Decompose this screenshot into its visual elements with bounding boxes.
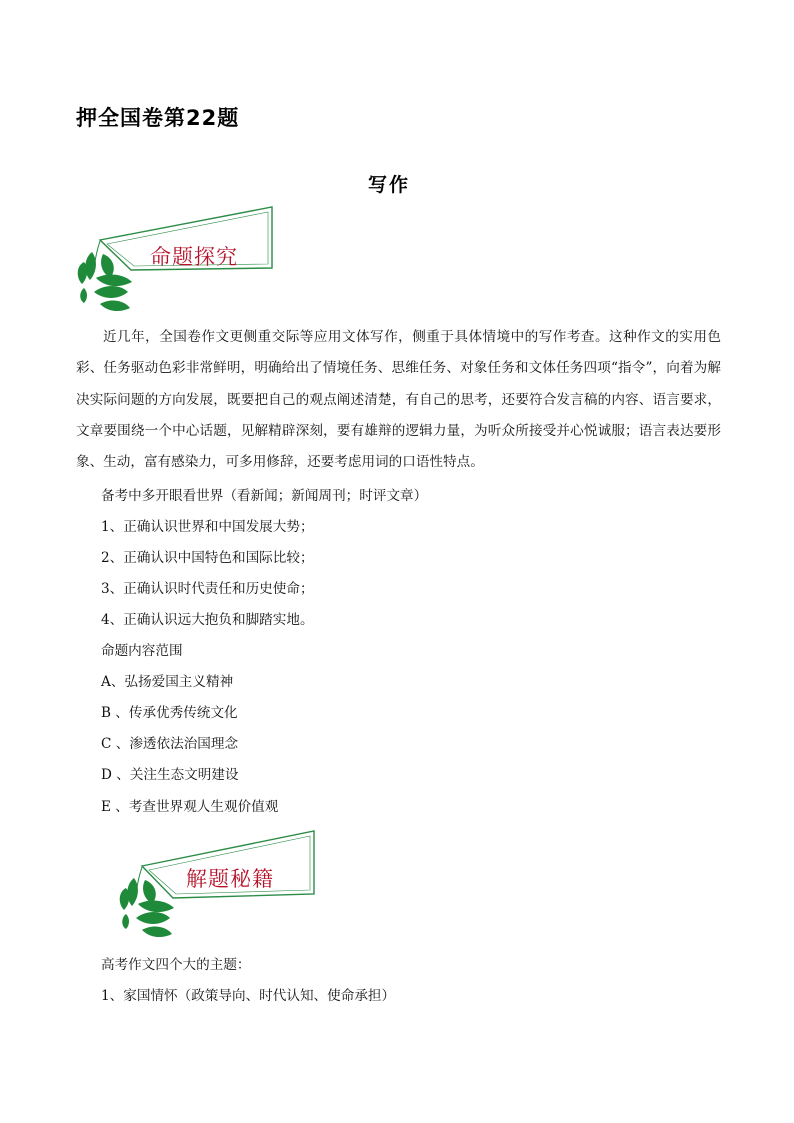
list-item: D 、关注生态文明建设 <box>101 767 239 783</box>
themes-heading: 高考作文四个大的主题： <box>101 957 251 973</box>
section-heading: 写作 <box>368 174 411 196</box>
list-item: B 、传承优秀传统文化 <box>101 705 238 721</box>
banner-proposition-inquiry <box>70 200 280 318</box>
list-item: 4、正确认识远大抱负和脚踏实地。 <box>101 612 314 628</box>
banner-label: 解题秘籍 <box>186 867 274 891</box>
scope-heading: 命题内容范围 <box>101 643 183 659</box>
banner-label: 命题探究 <box>150 245 238 269</box>
list-item: 1、正确认识世界和中国发展大势； <box>101 519 314 535</box>
list-item: 1、家国情怀（政策导向、时代认知、使命承担） <box>101 988 396 1004</box>
list-item: 3、正确认识时代责任和历史使命； <box>101 581 314 597</box>
list-item: A、弘扬爱国主义精神 <box>101 674 234 690</box>
list-item: C 、渗透依法治国理念 <box>101 736 239 752</box>
page-title: 押全国卷第22题 <box>76 106 240 130</box>
intro-paragraph: 近几年，全国卷作文更侧重交际等应用文体写作，侧重于具体情境中的写作考查。这种作文的实用色彩、任务驱动色彩非常鲜明，明确给出了情境任务、思维任务、对象任务和文体任务四项“指令”，向着为解决实际问题的方向发展，既要把自己的观点阐述清楚，有自己的思考，还要符合发言稿的内容、语言要求，文章要围绕一个中心话题，见解精辟深刻，要有雄辩的逻辑力量，为听众所接受并心悦诚服；语言表达要形象、生动，富有感染力，可多用修辞，还要考虑用词的口语性特点。 <box>76 329 721 471</box>
list-item: 2、正确认识中国特色和国际比较； <box>101 550 314 566</box>
prep-heading: 备考中多开眼看世界（看新闻；新闻周刊；时评文章） <box>101 488 428 504</box>
banner-solving-tips <box>112 826 322 944</box>
list-item: E 、考查世界观人生观价值观 <box>101 799 279 815</box>
